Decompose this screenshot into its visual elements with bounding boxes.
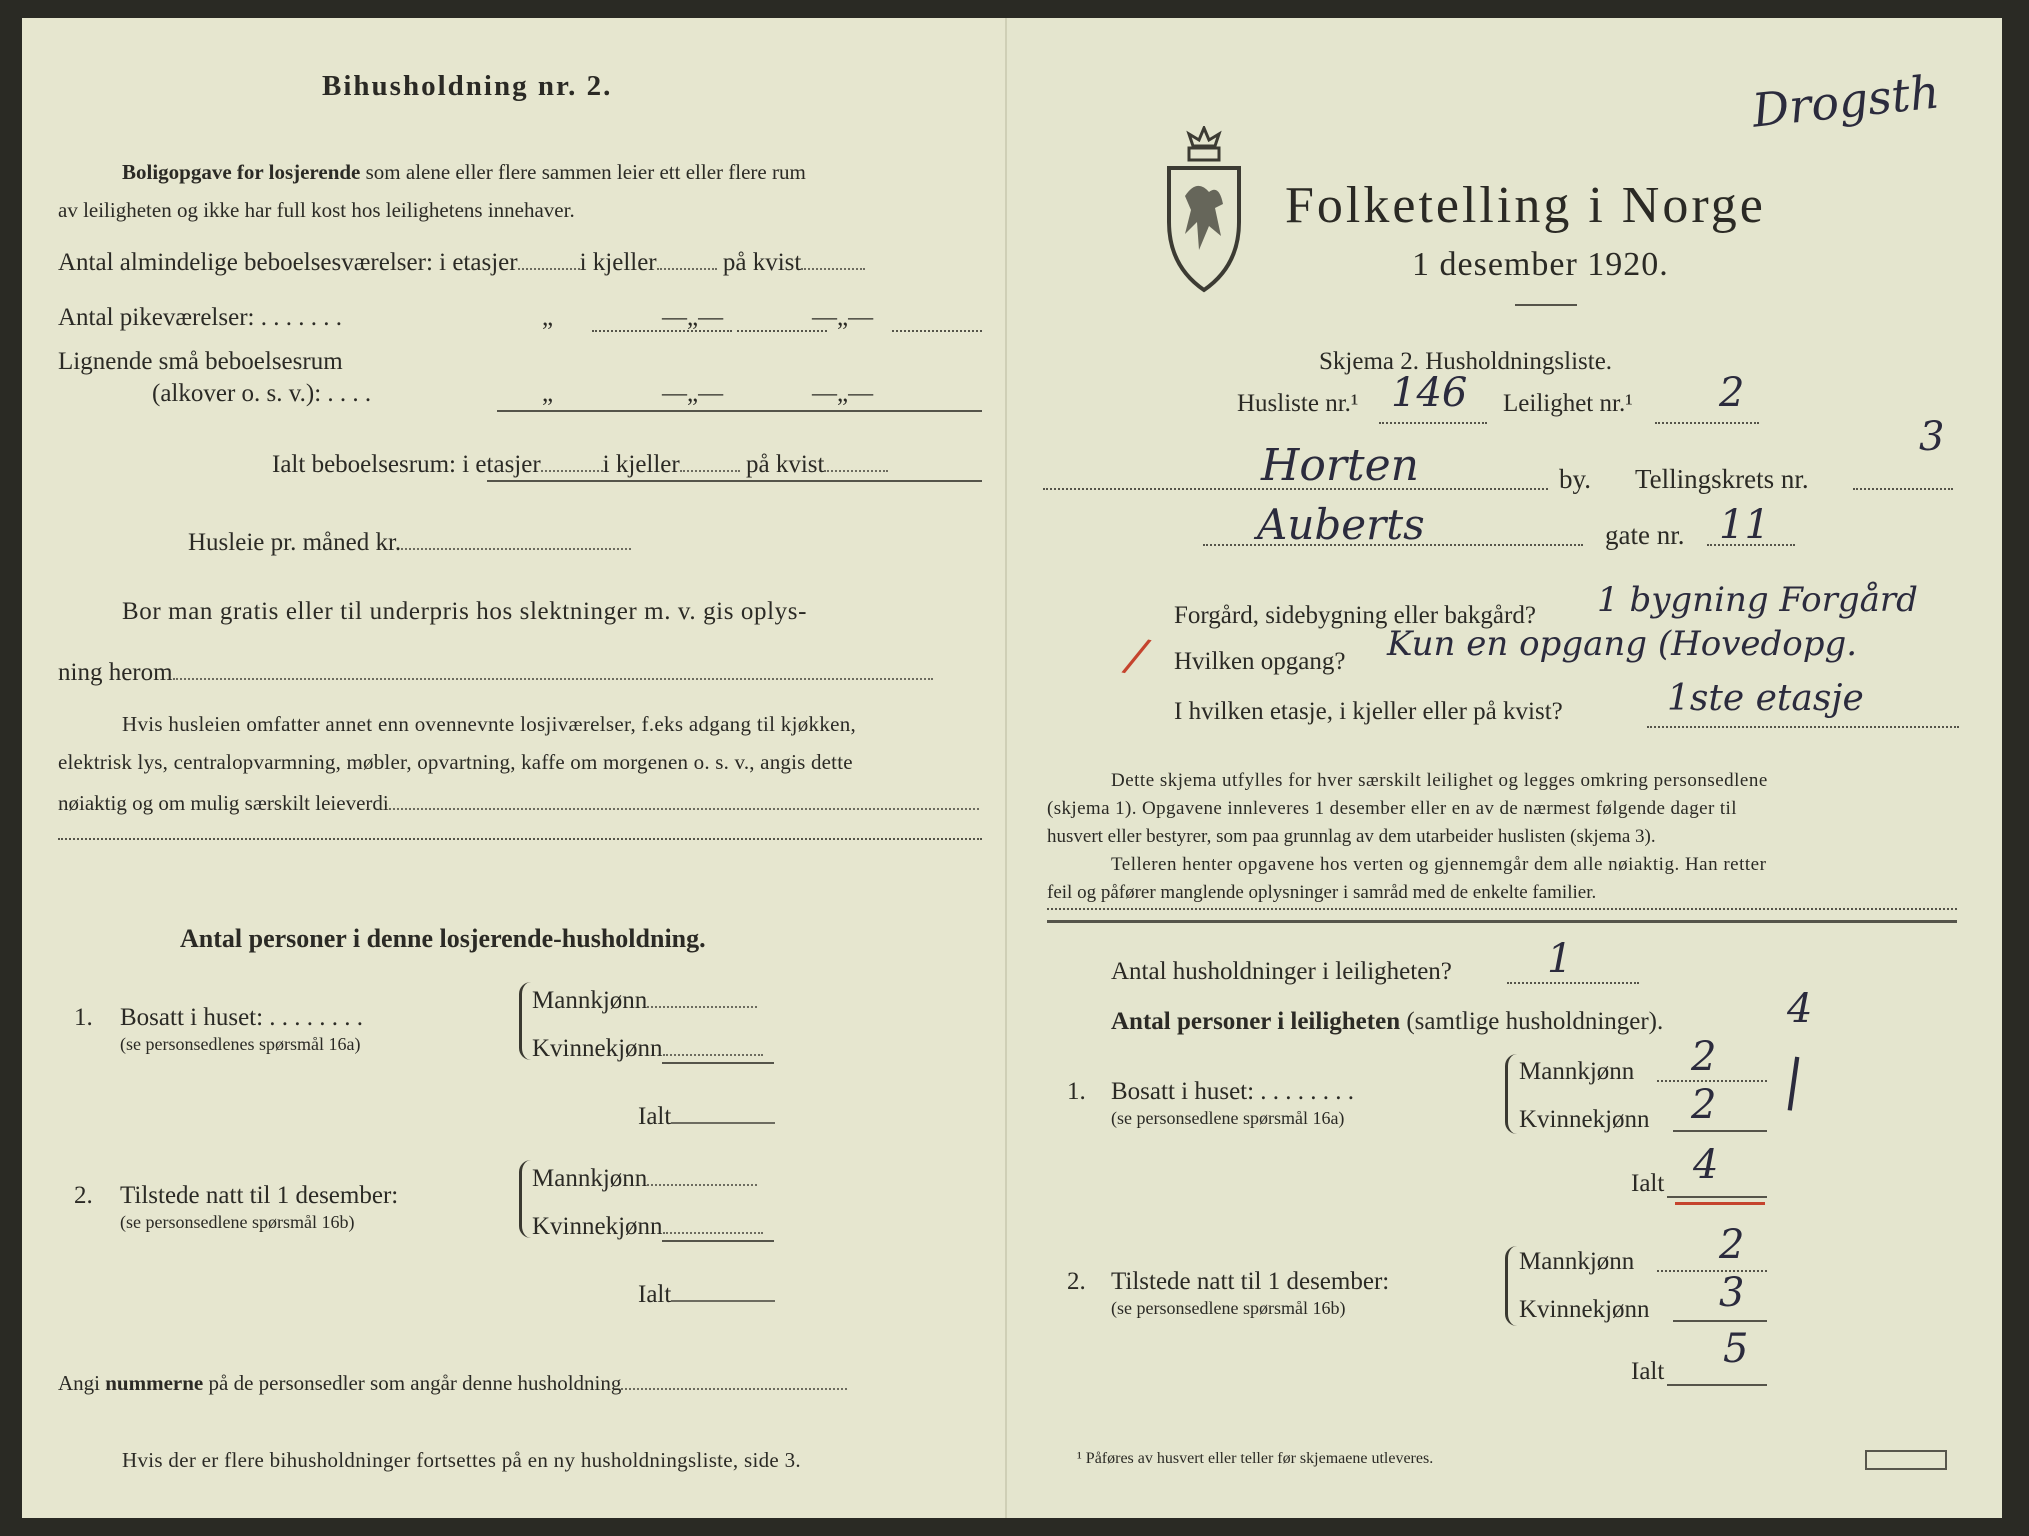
r-q2-label: Tilstede natt til 1 desember:	[1111, 1268, 1390, 1295]
l-q1-sub: (se personsedlenes spørsmål 16a)	[120, 1034, 361, 1054]
gate-nr-line	[1707, 544, 1795, 546]
rooms-kjeller-field[interactable]	[657, 246, 717, 270]
intro-line-1	[122, 160, 806, 185]
main-title: Folketelling i Norge	[1285, 177, 1766, 234]
printer-stamp	[1865, 1450, 1947, 1470]
hvis-label: nøiaktig og om mulig særskilt leieverdi	[58, 791, 389, 815]
red-check-mark: /	[1123, 626, 1150, 684]
instr-line-1: Dette skjema utfylles for hver særskilt leilighet og legges omkring personsedlene	[1111, 770, 1768, 791]
hvis-line-2: elektrisk lys, centralopvarmning, møbler, opvartning, kaffe om morgenen o. s. v., angis dette	[58, 750, 853, 774]
coat-of-arms-icon	[1163, 126, 1245, 296]
l-q1-kvinne-field[interactable]	[663, 1032, 763, 1056]
r-q2-sum-rule	[1673, 1320, 1767, 1322]
etasje-line	[1647, 726, 1959, 728]
pike-line-2	[737, 330, 827, 332]
r-q2-mann-value[interactable]: 2	[1719, 1222, 1745, 1268]
bor-line-1: Bor man gratis eller til underpris hos slektninger m. v. gis oplys-	[122, 598, 808, 625]
ialt-rooms-label: Ialt beboelsesrum:	[272, 451, 456, 478]
tick-mark: |	[1780, 1047, 1808, 1112]
pike-line-3	[892, 330, 982, 332]
l-q2-sum-rule	[662, 1240, 774, 1242]
husleie-field[interactable]	[401, 526, 631, 550]
hvis-field[interactable]	[389, 790, 979, 810]
l-q1-mann-field[interactable]	[647, 984, 757, 1008]
husliste-label: Husliste nr.¹	[1237, 390, 1359, 417]
lignende-line-1: Lignende små beboelsesrum	[58, 348, 343, 375]
pike-ditto-1: „	[542, 304, 554, 331]
l-q1-kvinne-row	[532, 1032, 763, 1063]
right-page	[1007, 18, 2002, 1518]
ialt-kvist-label: på kvist	[745, 451, 825, 478]
persons-row	[1111, 1008, 1663, 1036]
section-divider	[1047, 920, 1957, 923]
leilighet-label: Leilighet nr.¹	[1503, 390, 1633, 417]
instr-line-5: feil og påfører manglende oplysninger i samråd med de enkelte familier.	[1047, 882, 1597, 903]
l-q2-ialt-field[interactable]	[671, 1278, 775, 1302]
hvis-extra-line	[58, 838, 982, 840]
ialt-etasjer-label: i etasjer	[462, 451, 541, 478]
rooms-row	[58, 246, 865, 277]
hvis-line-1: Hvis husleien omfatter annet enn ovennevnte losjiværelser, f.eks adgang til kjøkken,	[122, 712, 857, 736]
l-q2-mann-field[interactable]	[647, 1162, 757, 1186]
persons-rest: (samtlige husholdninger).	[1406, 1008, 1664, 1035]
ialt-rooms-row	[272, 448, 888, 479]
ialt-kjeller-label: i kjeller	[602, 451, 680, 478]
r-q2-ialt-label: Ialt	[1631, 1358, 1665, 1385]
forgaard-label: Forgård, sidebygning eller bakgård?	[1174, 602, 1536, 629]
instr-line-4: Telleren henter opgavene hos verten og gjennemgår dem alle nøiaktig. Han retter	[1111, 854, 1767, 875]
l-q1-label: Bosatt i huset: . . . . . . . .	[120, 1004, 364, 1031]
bor-label: ning herom	[58, 659, 173, 686]
r-q2-num: 2.	[1067, 1268, 1086, 1295]
left-title: Bihusholdning nr. 2.	[322, 70, 613, 102]
r-q1-ialt-label: Ialt	[1631, 1170, 1665, 1197]
instr-line-3: husvert eller bestyrer, som paa grunnlag av dem utarbeider huslisten (skjema 3).	[1047, 826, 1656, 847]
opgang-label: Hvilken opgang?	[1174, 648, 1346, 675]
l-q1-sum-rule	[662, 1062, 774, 1064]
l-q2-brace	[519, 1160, 533, 1238]
angi-row	[58, 1370, 847, 1396]
r-q1-num: 1.	[1067, 1078, 1086, 1105]
krets-line	[1853, 488, 1953, 490]
opgang-value[interactable]: Kun en opgang (Hovedopg.	[1387, 624, 1858, 664]
l-q2-mann-row	[532, 1162, 757, 1193]
r-q1-mann-value[interactable]: 2	[1691, 1034, 1717, 1080]
husliste-line	[1379, 422, 1487, 424]
r-q2-mann-line	[1657, 1270, 1767, 1272]
r-q2-ialt-line	[1667, 1384, 1767, 1386]
rooms-label: Antal almindelige beboelsesværelser: i etasjer	[58, 249, 518, 276]
krets-label: Tellingskrets nr.	[1635, 464, 1809, 494]
l-q2-num: 2.	[74, 1182, 93, 1209]
schema-label: Skjema 2. Husholdningsliste.	[1319, 348, 1613, 375]
l-q1-num: 1.	[74, 1004, 93, 1031]
footnote: ¹ Påføres av husvert eller teller før skjemaene utleveres.	[1077, 1450, 1434, 1467]
left-page	[22, 18, 1007, 1518]
gate-nr-value[interactable]: 11	[1719, 502, 1770, 548]
ialt-rule	[487, 480, 982, 482]
lignende-ditto-3: —„—	[812, 380, 874, 407]
r-q1-ialt-line	[1667, 1196, 1767, 1198]
lignende-ditto-2: —„—	[662, 380, 724, 407]
angi-field[interactable]	[621, 1370, 847, 1390]
persons-bold: Antal personer i leiligheten	[1111, 1008, 1401, 1035]
bor-field[interactable]	[173, 656, 933, 680]
l-q2-mann-label: Mannkjønn	[532, 1165, 648, 1192]
bor-line-2	[58, 656, 933, 687]
r-q1-red-underline	[1675, 1202, 1765, 1205]
r-q1-brace	[1505, 1054, 1519, 1134]
l-q2-ialt-label: Ialt	[638, 1281, 672, 1308]
ialt-etasjer-field[interactable]	[541, 448, 603, 472]
etasje-value[interactable]: 1ste etasje	[1667, 678, 1864, 719]
lignende-ditto-1: „	[542, 380, 554, 407]
corner-handwriting: Drogsth	[1749, 64, 1943, 138]
r-q1-sub: (se personsedlene spørsmål 16a)	[1111, 1108, 1345, 1128]
r-q2-kvinne-value[interactable]: 3	[1719, 1270, 1745, 1316]
title-divider	[1515, 304, 1577, 306]
left-footer: Hvis der er flere bihusholdninger fortsettes på en ny husholdningsliste, side 3.	[122, 1448, 801, 1472]
gate-line	[1203, 544, 1583, 546]
instr-line-2: (skjema 1). Opgavene innleveres 1 desember eller en av de nærmest følgende dager til	[1047, 798, 1737, 819]
l-q1-kvinne-label: Kvinnekjønn	[532, 1035, 663, 1062]
by-label: by.	[1559, 464, 1591, 494]
hvis-line-3	[58, 790, 979, 816]
households-label: Antal husholdninger i leiligheten?	[1111, 958, 1452, 985]
l-q2-label: Tilstede natt til 1 desember:	[120, 1182, 399, 1209]
persons-value[interactable]: 4	[1787, 986, 1813, 1032]
r-q1-mann-label: Mannkjønn	[1519, 1058, 1635, 1085]
angi-pre: Angi	[58, 1371, 100, 1395]
l-q1-ialt-label: Ialt	[638, 1103, 672, 1130]
rooms-kvist-label: på kvist	[722, 249, 802, 276]
r-q1-label: Bosatt i huset: . . . . . . . .	[1111, 1078, 1355, 1105]
husleie-row	[188, 526, 631, 557]
census-date: 1 desember 1920.	[1412, 246, 1669, 283]
l-q2-kvinne-label: Kvinnekjønn	[532, 1213, 663, 1240]
l-q1-ialt-row	[638, 1100, 775, 1131]
instr-end-line	[1047, 908, 1957, 910]
husleie-label: Husleie pr. måned kr.	[188, 529, 402, 556]
pike-ditto-3: —„—	[812, 304, 874, 331]
intro-bold: Boligopgave for losjerende	[122, 160, 361, 184]
gate-value[interactable]: Auberts	[1257, 500, 1425, 549]
r-q2-ialt-value[interactable]: 5	[1723, 1326, 1749, 1372]
lignende-line-2: (alkover o. s. v.): . . . .	[152, 380, 372, 407]
intro-rest: som alene eller flere sammen leier ett eller flere rum	[365, 160, 806, 184]
rooms-kjeller-label: i kjeller	[579, 249, 657, 276]
etasje-label: I hvilken etasje, i kjeller eller på kvist?	[1174, 698, 1563, 725]
ialt-kjeller-field[interactable]	[680, 448, 740, 472]
l-q1-ialt-field[interactable]	[671, 1100, 775, 1124]
leilighet-line	[1655, 422, 1759, 424]
l-q1-mann-label: Mannkjønn	[532, 987, 648, 1014]
pike-ditto-2: —„—	[662, 304, 724, 331]
by-value[interactable]: Horten	[1261, 440, 1419, 491]
r-q2-sub: (se personsedlene spørsmål 16b)	[1111, 1298, 1346, 1318]
lignende-rule	[497, 410, 982, 412]
r-q2-brace	[1505, 1246, 1519, 1326]
gate-label: gate nr.	[1605, 520, 1685, 550]
r-q1-sum-rule	[1673, 1130, 1767, 1132]
ialt-kvist-field[interactable]	[824, 448, 888, 472]
r-q1-kvinne-value[interactable]: 2	[1691, 1082, 1717, 1128]
l-q1-brace	[519, 982, 533, 1060]
l-q2-sub: (se personsedlene spørsmål 16b)	[120, 1212, 355, 1232]
l-q2-kvinne-row	[532, 1210, 763, 1241]
intro-line-2: av leiligheten og ikke har full kost hos leilighetens innehaver.	[58, 198, 575, 222]
r-q2-mann-label: Mannkjønn	[1519, 1248, 1635, 1275]
husliste-value[interactable]: 146	[1391, 370, 1468, 416]
persons-heading: Antal personer i denne losjerende-husholdning.	[180, 924, 706, 953]
angi-bold: nummerne	[105, 1371, 204, 1395]
l-q2-ialt-row	[638, 1278, 775, 1309]
rooms-etasjer-field[interactable]	[518, 246, 580, 270]
leilighet-value[interactable]: 2	[1719, 370, 1745, 416]
l-q2-kvinne-field[interactable]	[663, 1210, 763, 1234]
pike-label: Antal pikeværelser: . . . . . . .	[58, 304, 342, 331]
by-line	[1043, 488, 1548, 490]
pike-line-1	[592, 330, 732, 332]
angi-rest: på de personsedler som angår denne husholdning	[208, 1371, 622, 1395]
r-q1-ialt-value[interactable]: 4	[1693, 1142, 1719, 1188]
krets-value[interactable]: 3	[1919, 414, 1945, 460]
forgaard-value[interactable]: 1 bygning Forgård	[1597, 580, 1918, 620]
rooms-kvist-field[interactable]	[801, 246, 865, 270]
households-line	[1507, 982, 1639, 984]
r-q2-kvinne-label: Kvinnekjønn	[1519, 1296, 1650, 1323]
households-value[interactable]: 1	[1547, 936, 1573, 982]
l-q1-mann-row	[532, 984, 757, 1015]
r-q1-kvinne-label: Kvinnekjønn	[1519, 1106, 1650, 1133]
